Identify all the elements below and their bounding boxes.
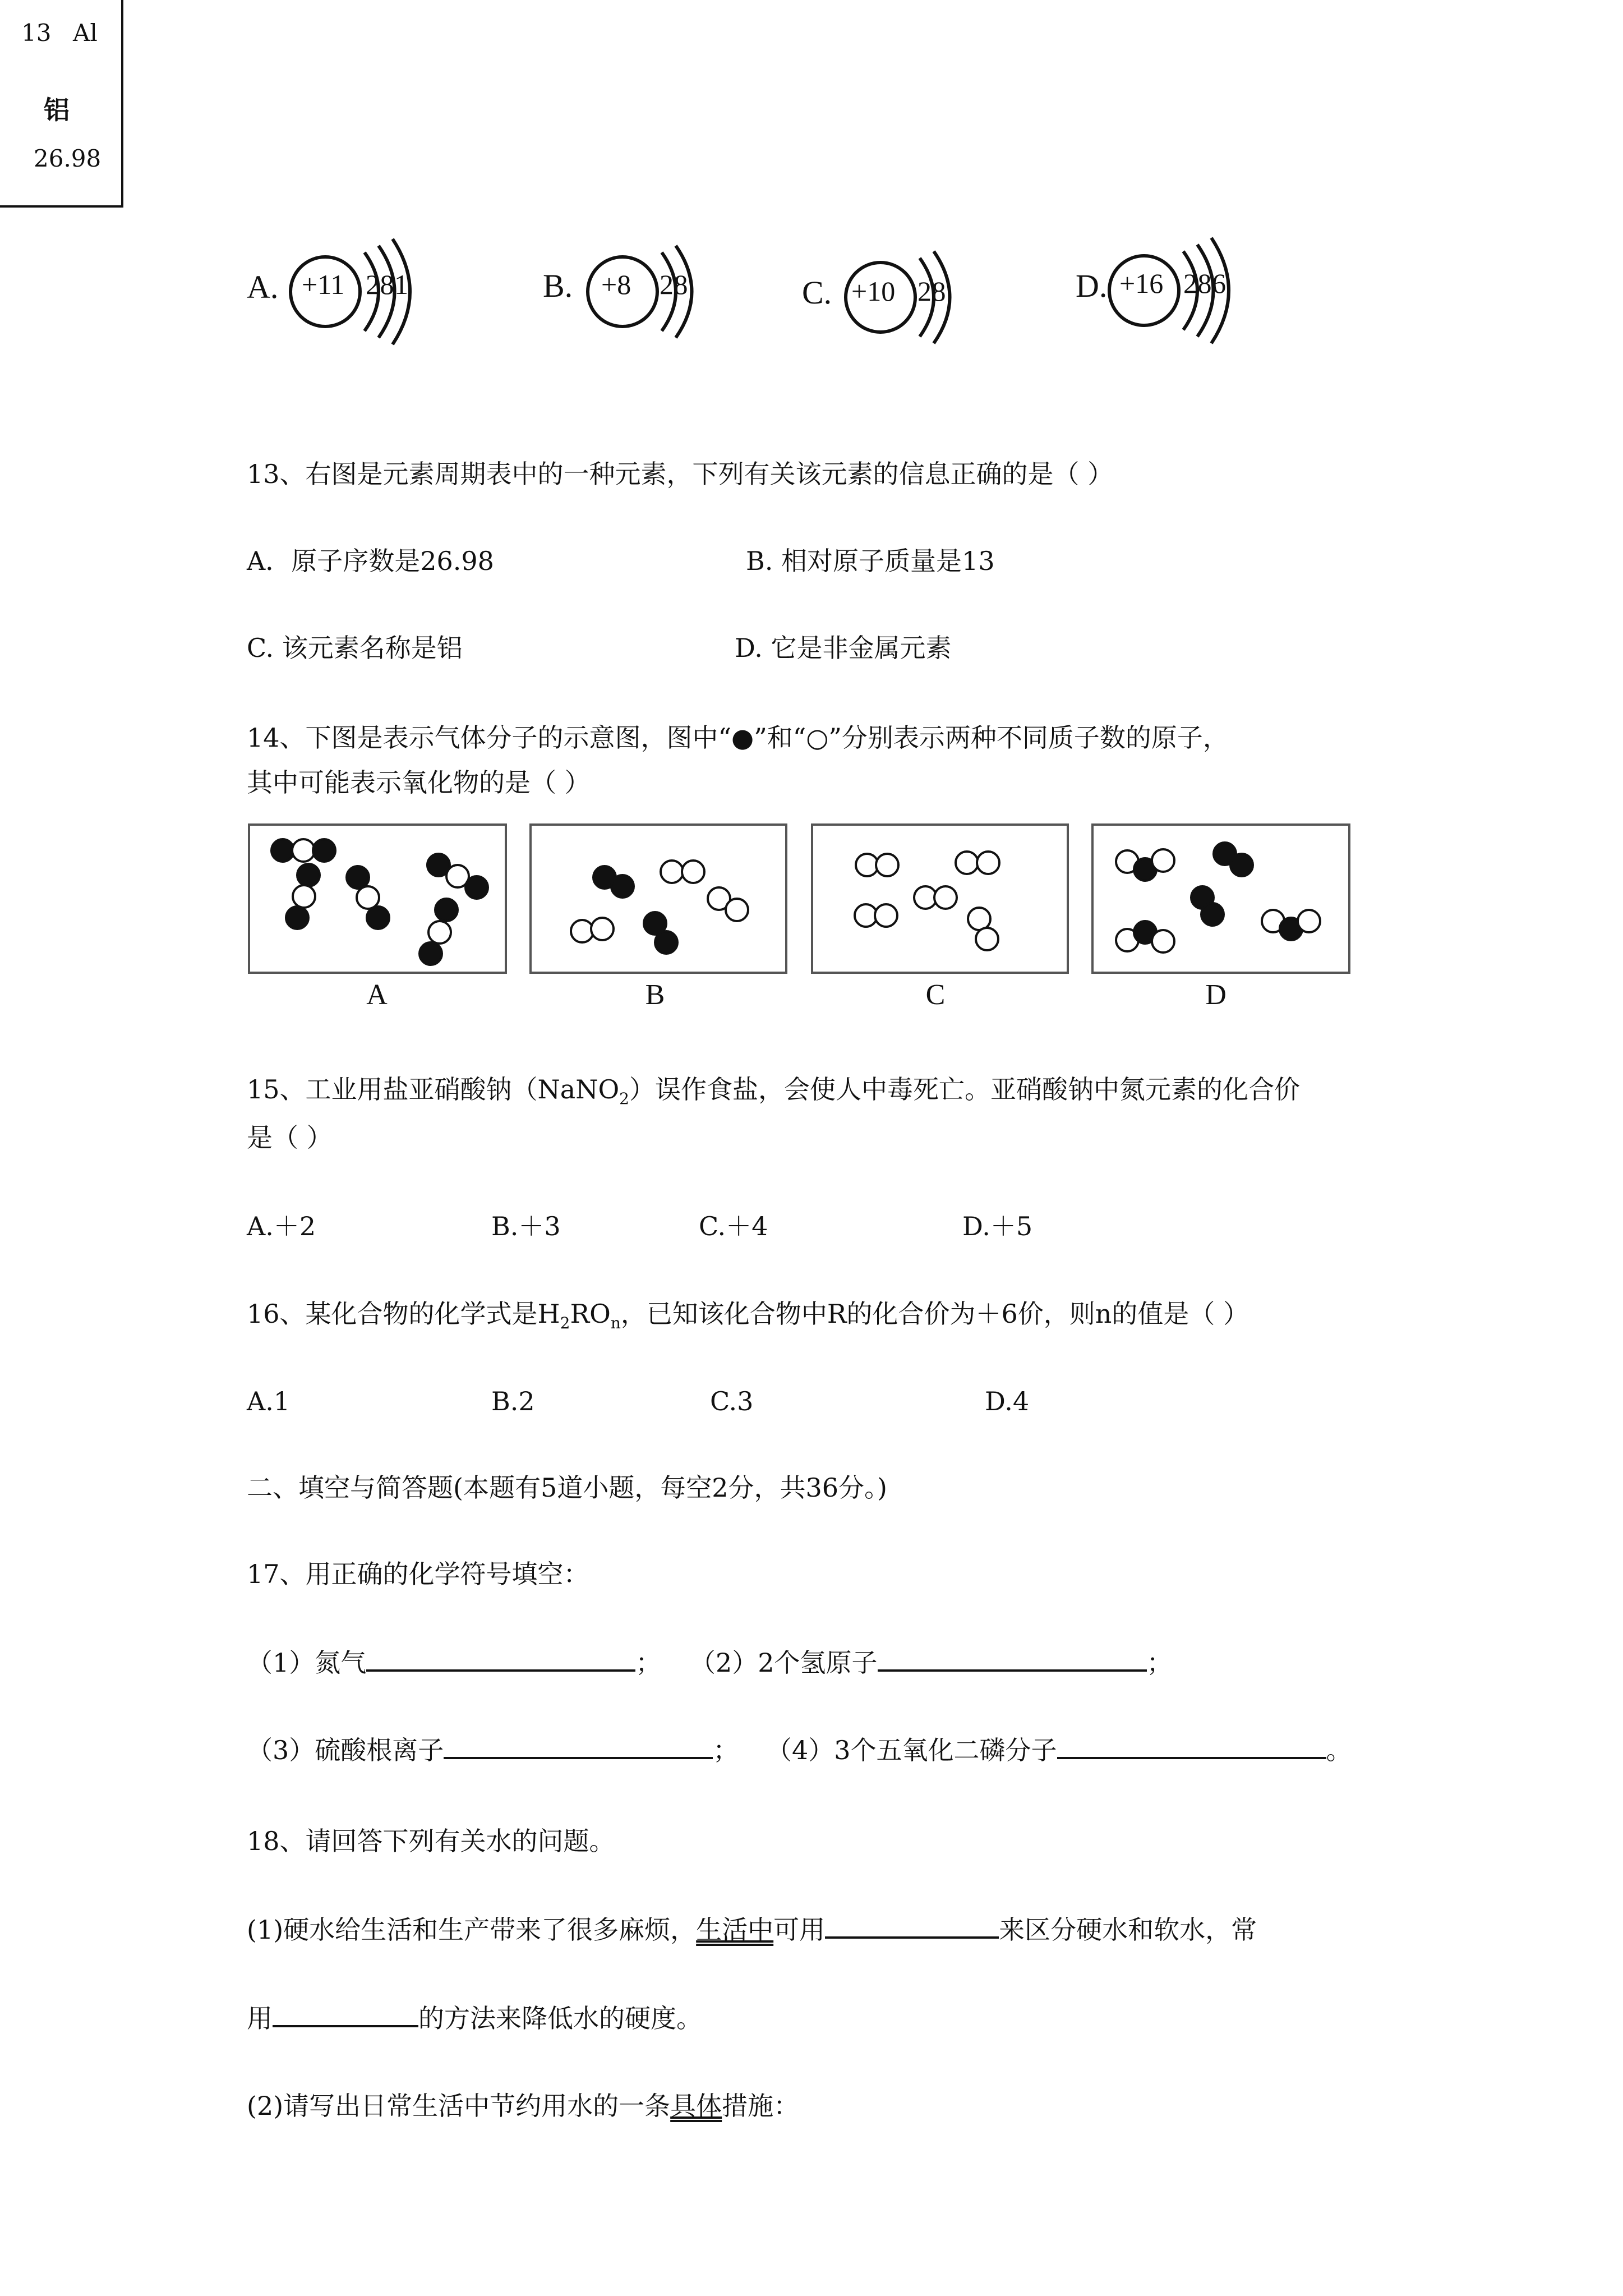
gas-molecules-c <box>813 826 1067 972</box>
gas-box-label-b: B <box>645 979 665 1011</box>
gas-box-d <box>1091 823 1350 974</box>
q13-option-c: C. 该元素名称是铝 <box>247 633 463 663</box>
q16-stem-pre: 16、某化合物的化学式是H <box>247 1299 560 1329</box>
q15-stem-line2: 是（ ） <box>247 1122 333 1153</box>
q16-stem-mid: RO <box>570 1299 611 1329</box>
atom-nucleus-c: +10 <box>851 275 896 307</box>
q16-option-d: D.4 <box>985 1386 1030 1416</box>
q15-option-b: B.＋3 <box>491 1211 561 1241</box>
element-number: 13 <box>21 19 52 47</box>
q16-option-b: B.2 <box>491 1386 535 1416</box>
q16-stem <box>247 1297 1249 1331</box>
q16-option-c: C.3 <box>710 1386 754 1416</box>
q17-item-4-tail: 。 <box>1326 1735 1352 1765</box>
q15-stem-pre: 15、工业用盐亚硝酸钠（NaNO <box>247 1074 620 1105</box>
q17-item-2-label: （2）2个氢原子 <box>690 1648 878 1678</box>
q18-blank-2[interactable] <box>273 2003 418 2027</box>
q14-stem-line1: 14、下图是表示气体分子的示意图，图中“●”和“○”分别表示两种不同质子数的原子， <box>247 723 1229 753</box>
gas-box-a <box>248 823 507 974</box>
q17-blank-1[interactable] <box>366 1647 635 1672</box>
q18-blank-1[interactable] <box>825 1914 999 1939</box>
q17-item-1-label: （1）氮气 <box>247 1648 367 1678</box>
gas-box-label-c: C <box>925 979 946 1011</box>
q17-item-3 <box>247 1733 739 1767</box>
q18-part1-line2 <box>247 2001 702 2035</box>
gas-box-label-a: A <box>366 979 388 1011</box>
gas-molecules-a <box>250 826 505 972</box>
gas-box-label-d: D <box>1205 979 1227 1011</box>
atom-diagrams <box>0 213 1623 370</box>
q17-item-4-label: （4）3个五氧化二磷分子 <box>766 1735 1057 1765</box>
q18-p2-post: 措施： <box>722 2091 800 2121</box>
q18-part2 <box>247 2089 799 2123</box>
atom-option-c-label: C. <box>802 274 832 311</box>
q14-stem-line2: 其中可能表示氧化物的是（ ） <box>247 767 591 798</box>
gas-box-b <box>529 823 787 974</box>
atom-shells-d: 2 8 6 <box>1183 268 1223 299</box>
atom-option-b-label: B. <box>543 268 573 304</box>
q15-stem-post: ）误作食盐，会使人中毒死亡。亚硝酸钠中氮元素的化合价 <box>629 1074 1300 1105</box>
q18-stem: 18、请回答下列有关水的问题。 <box>247 1826 615 1856</box>
q18-p1-line2-pre: 用 <box>247 2003 273 2033</box>
q17-item-1 <box>247 1646 661 1680</box>
q17-blank-3[interactable] <box>444 1734 713 1759</box>
q17-item-2 <box>690 1646 1173 1680</box>
q18-p1-pre: (1)硬水给生活和生产带来了很多麻烦， <box>247 1915 697 1945</box>
q16-option-a: A.1 <box>247 1386 291 1416</box>
section2-heading: 二、填空与简答题(本题有5道小题，每空2分，共36分。) <box>247 1473 887 1503</box>
q17-item-3-tail: ； <box>713 1735 739 1765</box>
atom-nucleus-d: +16 <box>1119 268 1164 299</box>
gas-box-c <box>811 823 1069 974</box>
q17-item-3-label: （3）硫酸根离子 <box>247 1735 444 1765</box>
q16-stem-post: ，已知该化合物中R的化合价为＋6价，则n的值是（ ） <box>620 1299 1249 1329</box>
q15-option-a: A.＋2 <box>247 1211 316 1241</box>
q16-sub2: n <box>610 1314 621 1333</box>
q18-p1-line2-post: 的方法来降低水的硬度。 <box>418 2003 702 2033</box>
q15-option-d: D.＋5 <box>962 1211 1033 1241</box>
atom-option-a-label: A. <box>247 269 279 305</box>
q18-p1-mid: 可用 <box>773 1915 826 1945</box>
atom-diagram-b <box>578 224 707 359</box>
q17-item-1-tail: ； <box>635 1648 662 1678</box>
element-card <box>0 0 123 208</box>
q18-p2-pre: (2)请写出日常生活中节约用水的一条 <box>247 2091 671 2121</box>
element-mass: 26.98 <box>34 145 102 172</box>
q17-item-4 <box>766 1733 1352 1767</box>
q18-p1-post: 来区分硬水和软水，常 <box>999 1915 1257 1945</box>
q15-option-c: C.＋4 <box>699 1211 768 1241</box>
atom-shells-c: 2 8 <box>917 275 943 307</box>
q15-stem-line1 <box>247 1073 1300 1106</box>
q18-part1-line1 <box>247 1913 1257 1947</box>
gas-molecules-d <box>1094 826 1348 972</box>
element-name: 铝 <box>44 95 70 125</box>
q13-option-a: A．原子序数是26.98 <box>247 546 494 576</box>
q17-stem: 17、用正确的化学符号填空： <box>247 1559 589 1589</box>
q16-sub1: 2 <box>560 1314 570 1333</box>
gas-molecules-b <box>532 826 785 972</box>
q17-blank-2[interactable] <box>878 1647 1147 1672</box>
q15-stem-sub: 2 <box>619 1089 629 1108</box>
q18-p1-underlined: 生活中 <box>696 1915 774 1945</box>
atom-nucleus-b: +8 <box>601 269 631 300</box>
q13-option-d: D. 它是非金属元素 <box>735 633 952 663</box>
atom-option-d-label: D. <box>1076 268 1108 304</box>
element-symbol: Al <box>73 19 98 47</box>
q17-blank-4[interactable] <box>1057 1734 1326 1759</box>
q18-p2-underlined: 具体 <box>670 2091 722 2121</box>
q13-stem: 13、右图是元素周期表中的一种元素，下列有关该元素的信息正确的是（ ） <box>247 459 1114 489</box>
atom-nucleus-a: +11 <box>302 269 345 300</box>
q17-item-2-tail: ； <box>1146 1648 1173 1678</box>
atom-shells-a: 2 8 1 <box>366 269 405 300</box>
q13-option-b: B. 相对原子质量是13 <box>746 546 995 576</box>
atom-shells-b: 2 8 <box>660 269 685 300</box>
